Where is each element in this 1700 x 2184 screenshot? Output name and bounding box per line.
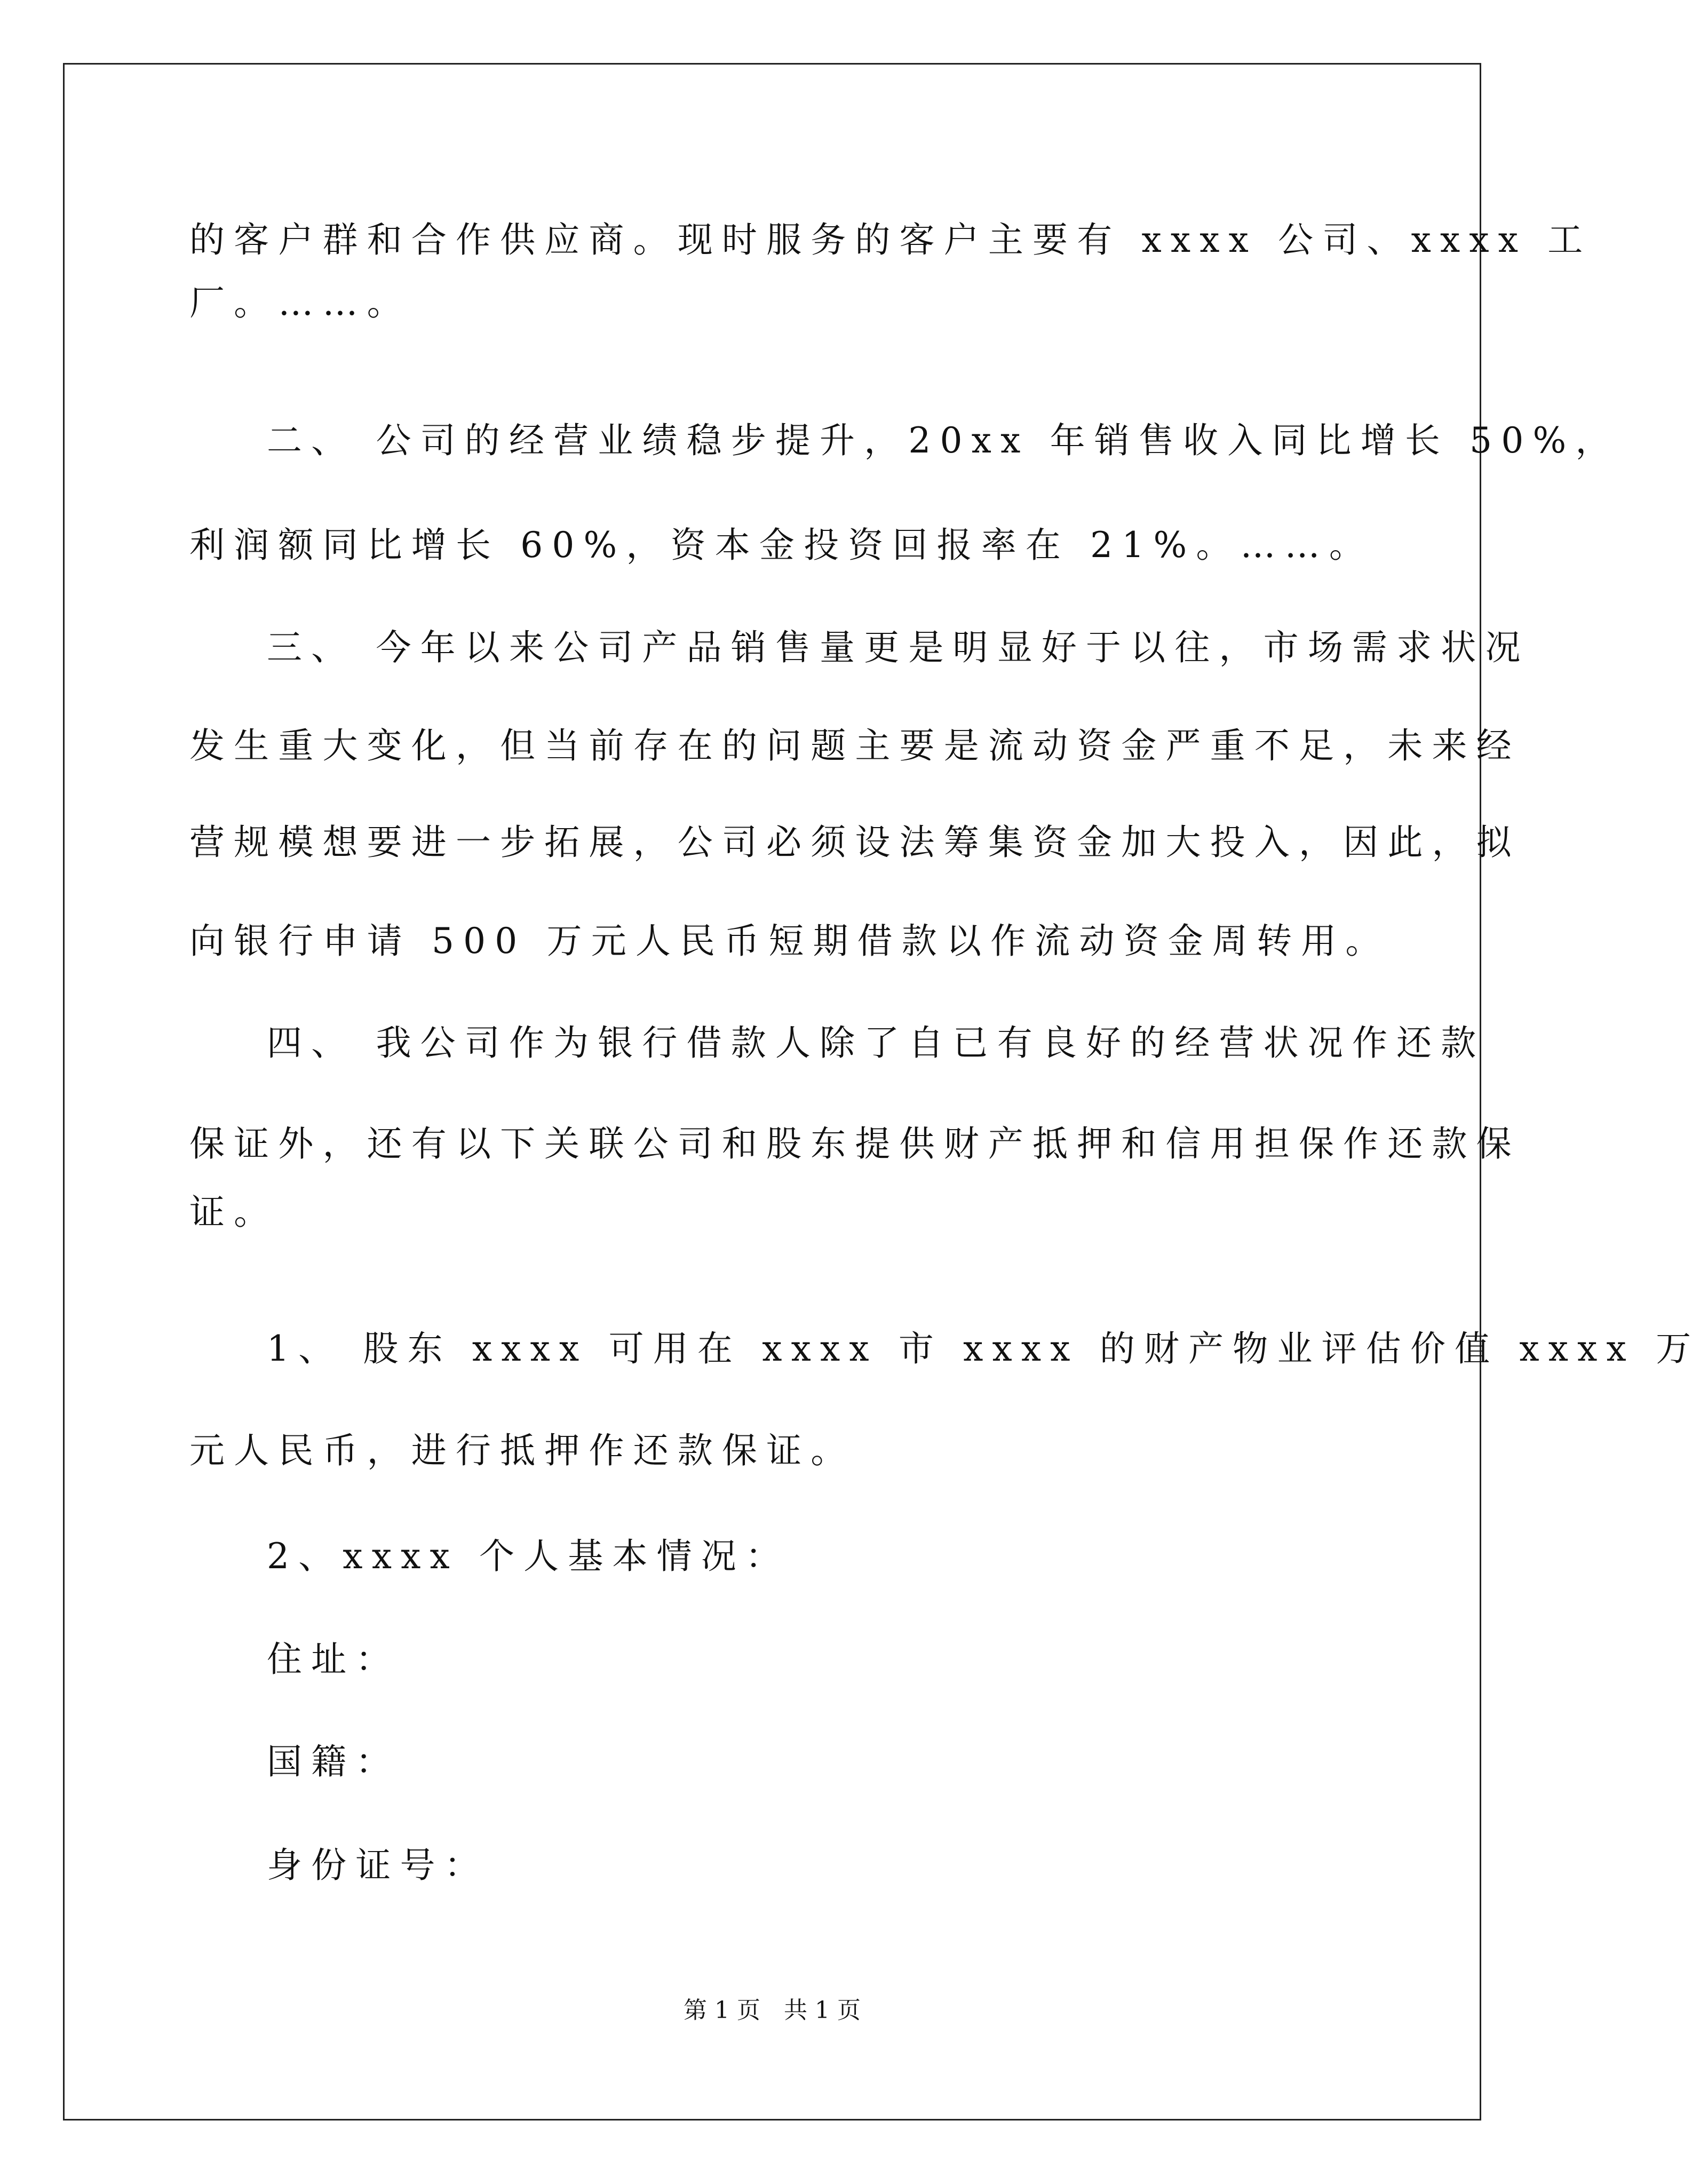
paragraph-line: 住址： — [267, 1639, 400, 1680]
page-number-footer: 第 1 页 共 1 页 — [684, 1997, 861, 2024]
paragraph-line: 元人民币，进行抵押作还款保证。 — [189, 1430, 855, 1471]
paragraph-line: 保证外，还有以下关联公司和股东提供财产抵押和信用担保作还款保 — [189, 1123, 1521, 1164]
paragraph-line: 国籍： — [267, 1741, 400, 1782]
page-border — [63, 63, 1481, 2121]
paragraph-line: 营规模想要进一步拓展，公司必须设法筹集资金加大投入，因此，拟 — [189, 822, 1521, 863]
paragraph-line: 向银行申请 500 万元人民币短期借款以作流动资金周转用。 — [189, 920, 1390, 962]
paragraph-line: 利润额同比增长 60%，资本金投资回报率在 21%。……。 — [189, 525, 1373, 566]
paragraph-line: 厂。……。 — [189, 282, 411, 323]
paragraph-line: 证。 — [189, 1192, 279, 1233]
paragraph-line: 身份证号： — [267, 1845, 489, 1886]
paragraph-line: 1、 股东 xxxx 可用在 xxxx 市 xxxx 的财产物业评估价值 xxxx 万 — [267, 1328, 1700, 1369]
paragraph-line: 四、 我公司作为银行借款人除了自已有良好的经营状况作还款 — [267, 1022, 1485, 1063]
paragraph-line: 二、 公司的经营业绩稳步提升，20xx 年销售收入同比增长 50%， — [267, 420, 1620, 461]
paragraph-line: 2、xxxx 个人基本情况： — [267, 1536, 790, 1577]
paragraph-line: 发生重大变化，但当前存在的问题主要是流动资金严重不足，未来经 — [189, 725, 1521, 766]
paragraph-line: 三、 今年以来公司产品销售量更是明显好于以往，市场需求状况 — [267, 627, 1530, 668]
paragraph-line: 的客户群和合作供应商。现时服务的客户主要有 xxxx 公司、xxxx 工 — [189, 219, 1592, 260]
